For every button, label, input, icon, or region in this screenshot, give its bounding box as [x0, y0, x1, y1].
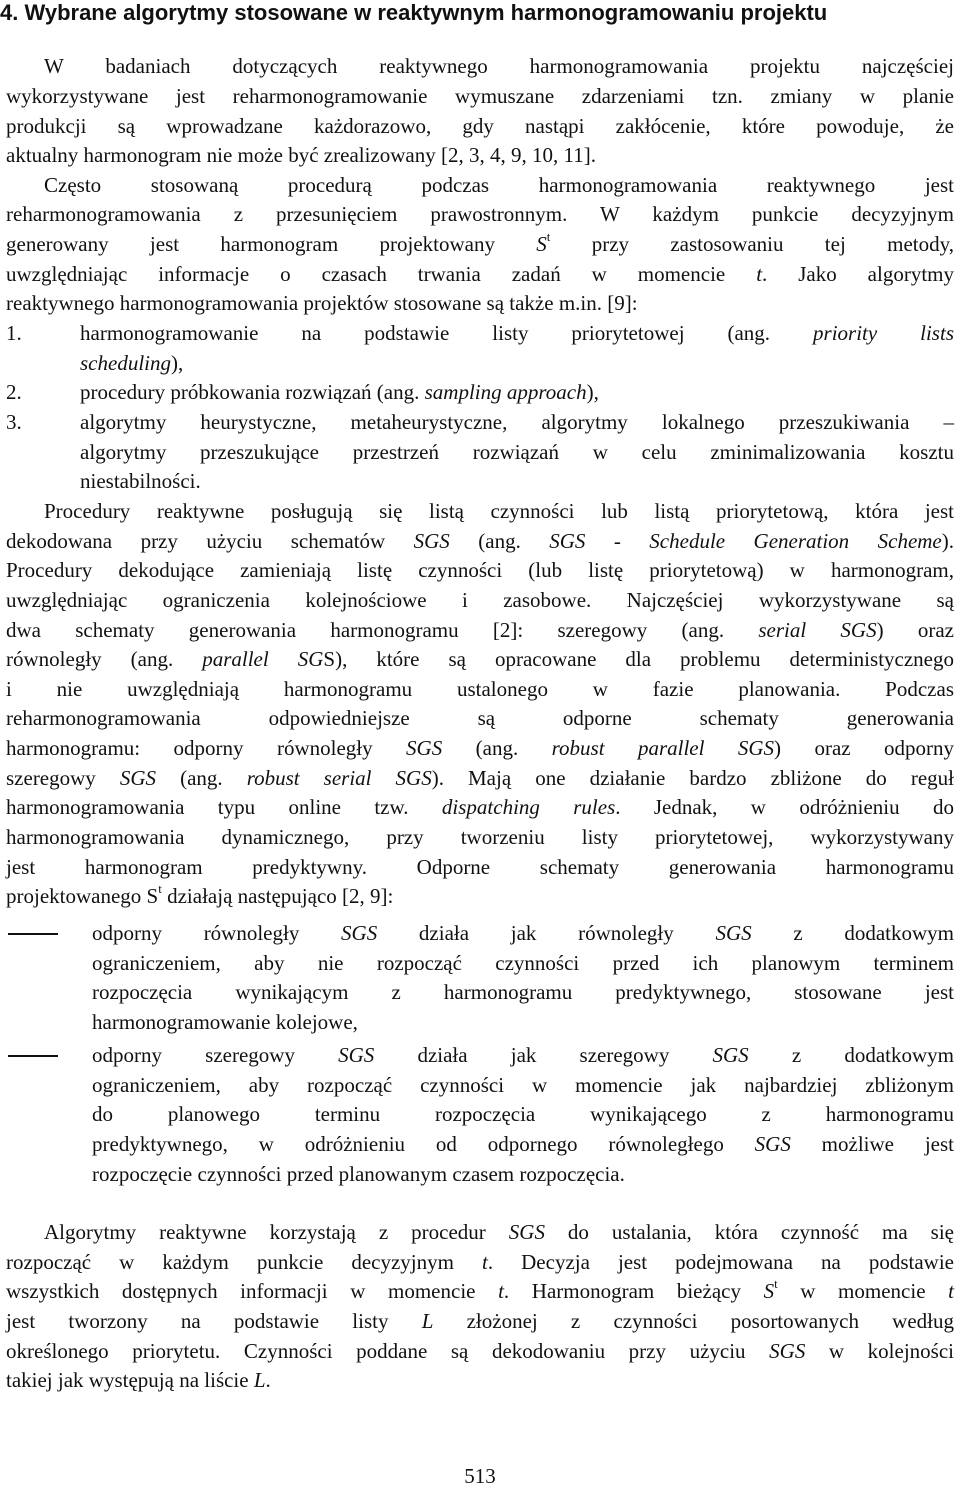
paragraph-line: generowany jest harmonogram projektowany $S^t$ przy zastosowaniu tej metody, — [6, 229, 954, 256]
paragraph-line: reaktywnego harmonogramowania projektów stosowane są także m.in. [9]: — [6, 291, 638, 315]
list-item-line: scheduling), — [80, 351, 184, 375]
paragraph-line: harmonogramu: odporny równoległy SGS (ang. robust parallel SGS) oraz odporny — [6, 736, 954, 760]
list-number: 2. — [6, 380, 22, 404]
list-number: 1. — [6, 321, 22, 345]
paragraph-line: harmonogramowania typu online tzw. dispatching rules. Jednak, w odróżnieniu do — [6, 795, 954, 819]
list-number: 3. — [6, 410, 22, 434]
paragraph-line: uwzględniając ograniczenia kolejnościowe i zasobowe. Najczęściej wykorzystywane są — [6, 588, 954, 612]
bullet-line: rozpoczęcie czynności przed planowanym czasem rozpoczęcia. — [92, 1162, 625, 1186]
list-item-line: algorytmy heurystyczne, metaheurystyczne, algorytmy lokalnego przeszukiwania – — [80, 410, 954, 434]
bullet-line: ograniczeniem, aby rozpocząć czynności w momencie jak najbardziej zbliżonym — [92, 1073, 954, 1097]
paragraph-line: uwzględniając informacje o czasach trwania zadań w momencie t. Jako algorytmy — [6, 262, 954, 286]
paragraph-line: jest tworzony na podstawie listy L złożonej z czynności posortowanych według — [6, 1309, 954, 1333]
bullet-line: rozpoczęcia wynikającym z harmonogramu predyktywnego, stosowane jest — [92, 980, 954, 1004]
bullet-line: ograniczeniem, aby nie rozpocząć czynności przed ich planowym terminem — [92, 951, 954, 975]
paragraph-line: dekodowana przy użyciu schematów SGS (ang. SGS - Schedule Generation Scheme). — [6, 529, 954, 553]
bullet-line: odporny szeregowy SGS działa jak szeregowy SGS z dodatkowym — [92, 1043, 954, 1067]
paragraph-line: reharmonogramowania odpowiedniejsze są odporne schematy generowania — [6, 706, 954, 730]
paragraph-line: jest harmonogram predyktywny. Odporne schematy generowania harmonogramu — [6, 855, 954, 879]
list-item-line: procedury próbkowania rozwiązań (ang. sampling approach), — [80, 380, 599, 404]
bullet-dash — [8, 1055, 58, 1057]
paragraph-line: i nie uwzględniają harmonogramu ustalonego w fazie planowania. Podczas — [6, 677, 954, 701]
list-item-line: harmonogramowanie na podstawie listy priorytetowej (ang. priority lists — [80, 321, 954, 345]
paragraph-line: Algorytmy reaktywne korzystają z procedur SGS do ustalania, która czynność ma się — [44, 1220, 954, 1244]
list-item-line: niestabilności. — [80, 469, 201, 493]
list-item-line: algorytmy przeszukujące przestrzeń rozwiązań w celu zminimalizowania kosztu — [80, 440, 954, 464]
paragraph-line: W badaniach dotyczących reaktywnego harmonogramowania projektu najczęściej — [44, 54, 954, 78]
bullet-line: harmonogramowanie kolejowe, — [92, 1010, 358, 1034]
paragraph-line: określonego priorytetu. Czynności poddane są dekodowaniu przy użyciu SGS w kolejności — [6, 1339, 954, 1363]
paragraph-line: Procedury dekodujące zamieniają listę czynności (lub listę priorytetową) w harmonogram, — [6, 558, 954, 582]
paragraph-line: rozpocząć w każdym punkcie decyzyjnym t. Decyzja jest podejmowana na podstawie — [6, 1250, 954, 1274]
page-number: 513 — [464, 1464, 496, 1488]
paragraph-line: Procedury reaktywne posługują się listą czynności lub listą priorytetową, która jest — [44, 499, 954, 523]
section-heading: 4. Wybrane algorytmy stosowane w reaktywnym harmonogramowaniu projektu — [0, 0, 828, 25]
paragraph-line: reharmonogramowania z przesunięciem prawostronnym. W każdym punkcie decyzyjnym — [6, 202, 954, 226]
paragraph-line: aktualny harmonogram nie może być zrealizowany [2, 3, 4, 9, 10, 11]. — [6, 143, 596, 167]
paragraph-line: Często stosowaną procedurą podczas harmonogramowania reaktywnego jest — [44, 173, 954, 197]
bullet-dash — [8, 933, 58, 935]
paragraph-line: projektowanego $S^t$ działają następująco [2, 9]: — [6, 881, 394, 908]
paragraph-line: wszystkich dostępnych informacji w momencie t. Harmonogram bieżący $S^t$ w momencie t — [6, 1276, 954, 1303]
paragraph-line: równoległy (ang. parallel SGS), które są opracowane dla problemu deterministycznego — [6, 647, 954, 671]
paragraph-line: szeregowy SGS (ang. robust serial SGS). Mają one działanie bardzo zbliżone do reguł — [6, 766, 954, 790]
bullet-line: predyktywnego, w odróżnieniu od odpornego równoległego SGS możliwe jest — [92, 1132, 954, 1156]
paragraph-line: wykorzystywane jest reharmonogramowanie wymuszane zdarzeniami tzn. zmiany w planie — [6, 84, 954, 108]
paragraph-line: produkcji są wprowadzane każdorazowo, gdy nastąpi zakłócenie, które powoduje, że — [6, 114, 954, 138]
paragraph-line: harmonogramowania dynamicznego, przy tworzeniu listy priorytetowej, wykorzystywany — [6, 825, 954, 849]
bullet-line: odporny równoległy SGS działa jak równoległy SGS z dodatkowym — [92, 921, 954, 945]
bullet-line: do planowego terminu rozpoczęcia wynikającego z harmonogramu — [92, 1102, 954, 1126]
paragraph-line: dwa schematy generowania harmonogramu [2]: szeregowy (ang. serial SGS) oraz — [6, 618, 954, 642]
paragraph-line: takiej jak występują na liście L. — [6, 1368, 271, 1392]
